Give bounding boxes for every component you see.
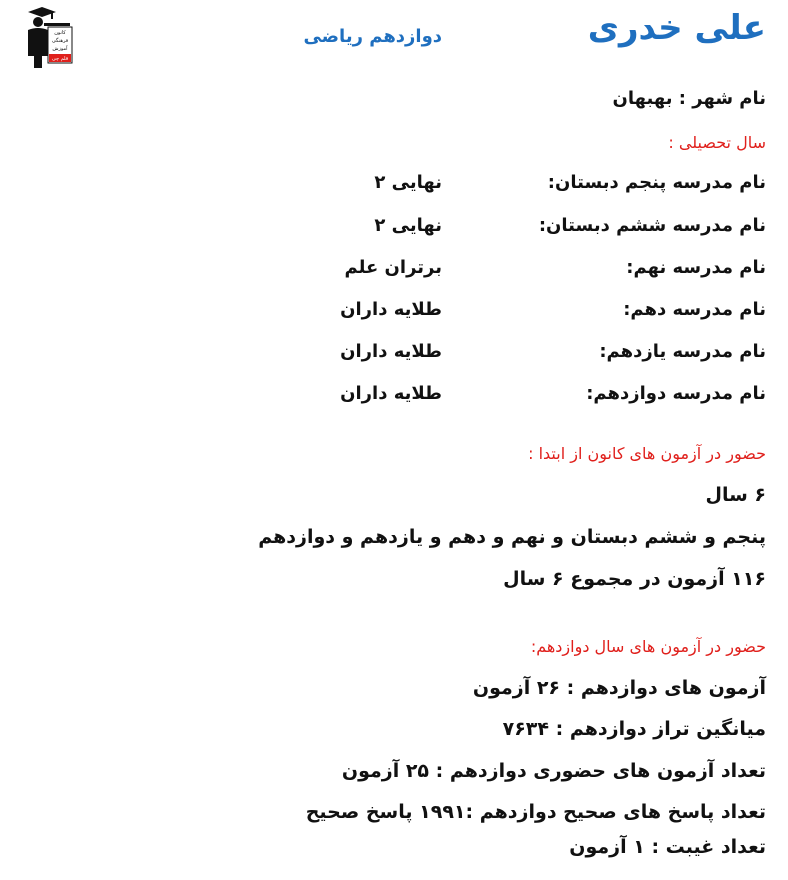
twelfth-average-score: میانگین تراز دوازدهم : ۷۶۳۴: [502, 718, 766, 740]
school-label-11th: نام مدرسه یازدهم:: [599, 341, 766, 362]
twelfth-title: حضور در آزمون های سال دوازدهم:: [530, 637, 766, 656]
logo-text-line-4: قلم چی: [51, 56, 69, 62]
twelfth-absences: تعداد غیبت : ۱ آزمون: [569, 836, 766, 858]
school-value-10th: طلایه داران: [340, 299, 442, 320]
logo-text-line-1: کانون: [54, 30, 66, 36]
school-value-5th: نهایی ۲: [374, 172, 442, 193]
presence-title: حضور در آزمون های کانون از ابتدا :: [528, 444, 766, 463]
twelfth-correct-answers: تعداد پاسخ های صحیح دوازدهم :۱۹۹۱ پاسخ صحیح: [305, 801, 766, 823]
school-label-5th: نام مدرسه پنجم دبستان:: [547, 172, 766, 193]
school-value-6th: نهایی ۲: [374, 215, 442, 236]
city-line: نام شهر : بهبهان: [612, 88, 766, 109]
presence-years: ۶ سال: [705, 484, 766, 506]
presence-total: ۱۱۶ آزمون در مجموع ۶ سال: [503, 568, 766, 590]
school-label-6th: نام مدرسه ششم دبستان:: [538, 215, 766, 236]
academic-year-title: سال تحصیلی :: [668, 133, 766, 152]
twelfth-in-person-exams: تعداد آزمون های حضوری دوازدهم : ۲۵ آزمون: [341, 760, 766, 782]
kanoon-logo-icon: [22, 6, 74, 70]
student-name: علی خدری: [587, 8, 766, 48]
school-value-9th: برتران علم: [344, 257, 442, 278]
presence-grades: پنجم و ششم دبستان و نهم و دهم و یازدهم و دوازدهم: [258, 526, 766, 548]
logo-text-line-2: فرهنگی: [51, 38, 69, 44]
school-value-12th: طلایه داران: [340, 383, 442, 404]
twelfth-exams: آزمون های دوازدهم : ۲۶ آزمون: [472, 677, 766, 699]
school-label-10th: نام مدرسه دهم:: [623, 299, 766, 320]
school-label-12th: نام مدرسه دوازدهم:: [586, 383, 766, 404]
student-grade: دوازدهم ریاضی: [303, 26, 442, 47]
school-value-11th: طلایه داران: [340, 341, 442, 362]
logo-text-line-3: آموزش: [52, 46, 68, 52]
school-label-9th: نام مدرسه نهم:: [626, 257, 766, 278]
